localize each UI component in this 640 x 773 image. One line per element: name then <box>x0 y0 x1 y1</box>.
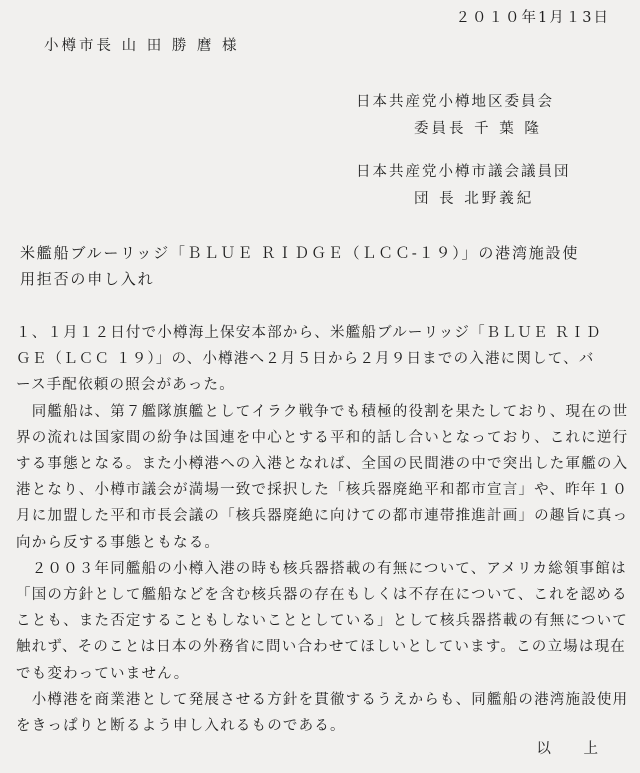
body-paragraph-3: ２００３年同艦船の小樽入港の時も核兵器搭載の有無について、アメリカ総領事館は 「国の方針として艦船などを含む核兵器の存在もしくは不存在について、これを認める ことも、また否定することもしないこととしている」として核兵器搭載の有無について 触れず、そのことは日本の外務省に問い合わせてほしいとしています。この立場は現在 でも変わっていません。 <box>16 560 629 682</box>
letter-body <box>16 320 632 739</box>
addressee: 小樽市長 山 田 勝 麿 様 <box>44 38 240 54</box>
closing-remark: 以 上 <box>536 741 612 757</box>
body-paragraph-4: 小樽港を商業港として発展させる方針を貫徹するうえからも、同艦船の港湾施設使用 をきっぱりと断るよう申し入れるものである。 <box>16 691 629 735</box>
letter-date: ２０１０年1月１3日 <box>455 10 610 26</box>
letter-title: 米艦船ブルーリッジ「ＢＬＵＥ ＲＩＤＧＥ（ＬＣＣ-１９）」の港湾施設使 用拒否の申し入れ <box>20 244 580 288</box>
sender-organization-1: 日本共産党小樽地区委員会 <box>356 94 554 110</box>
sender-organization-2: 日本共産党小樽市議会議員団 <box>356 164 571 180</box>
body-paragraph-1: １、１月１２日付で小樽海上保安本部から、米艦船ブルーリッジ「ＢＬＵＥ ＲＩＤ ＧＥ（ＬＣＣ １９）」の、小樽港へ２月５日から２月９日までの入港に関して、バ ース手配依頼の照会があった。 <box>16 325 602 394</box>
sender-name-2: 団 長 北野義紀 <box>414 191 535 207</box>
body-paragraph-2: 同艦船は、第７艦隊旗艦としてイラク戦争でも積極的役割を果たしており、現在の世 界の流れは国家間の紛争は国連を中心とする平和的話し合いとなっており、これに逆行 する事態となる。また小樽港への入港となれば、全国の民間港の中で突出した軍艦の入 港となり、小樽市議会が満場一致で採択した「核兵器廃絶平和都市宣言」や、昨年１０ 月に加盟した平和市長会議の「核兵器廃絶に向けての都市連帯推進計画」の趣旨に真っ 向から反する事態ともなる。 <box>16 403 629 551</box>
sender-name-1: 委員長 千 葉 隆 <box>414 121 542 137</box>
